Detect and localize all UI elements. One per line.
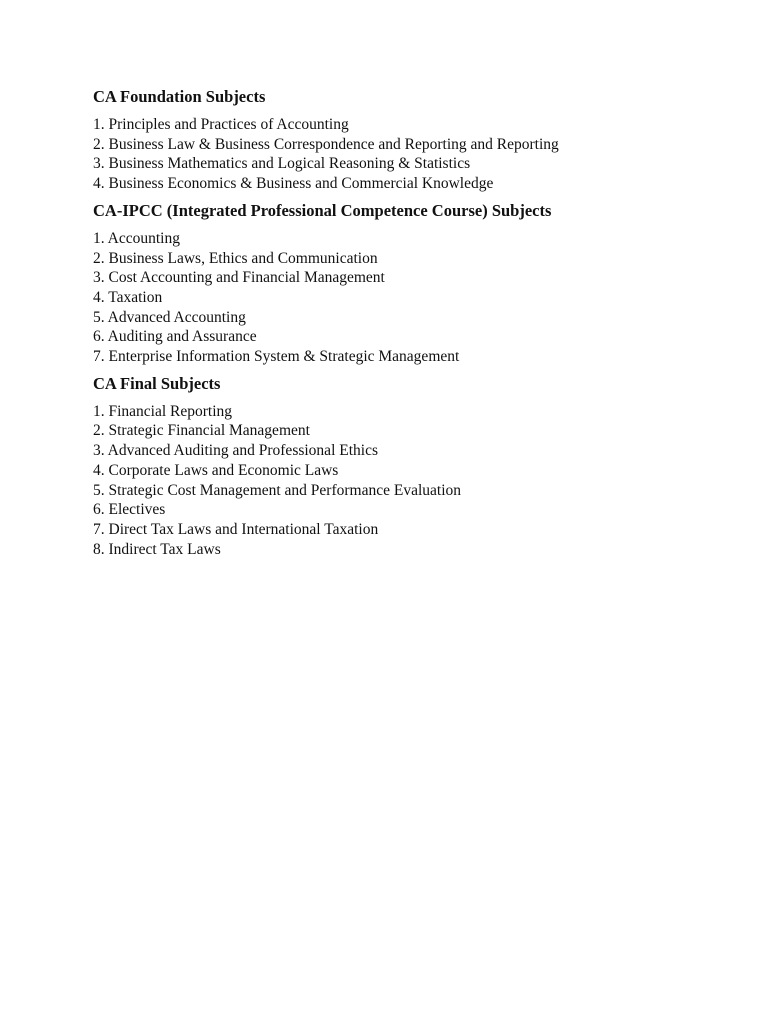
section-heading: CA-IPCC (Integrated Professional Competence Course) Subjects — [93, 200, 552, 220]
list-item: 5. Strategic Cost Management and Performance Evaluation — [93, 481, 462, 499]
list-item: 4. Business Economics & Business and Commercial Knowledge — [93, 175, 494, 193]
list-item: 1. Principles and Practices of Accounting — [93, 116, 349, 133]
subject-list — [93, 402, 733, 560]
list-item: 3. Advanced Auditing and Professional Ethics — [93, 442, 378, 460]
list-item: 6. Electives — [93, 501, 166, 519]
section-ca-ipcc — [93, 200, 733, 367]
list-item: 2. Business Law & Business Correspondence and Reporting and Reporting — [93, 135, 559, 153]
section-heading: CA Foundation Subjects — [93, 87, 266, 106]
list-item: 1. Financial Reporting — [93, 402, 233, 420]
list-item: 3. Business Mathematics and Logical Reasoning & Statistics — [93, 155, 471, 173]
list-item: 5. Advanced Accounting — [93, 308, 246, 326]
list-item: 8. Indirect Tax Laws — [93, 540, 221, 558]
subject-list — [93, 115, 733, 194]
list-item: 4. Taxation — [93, 288, 163, 306]
section-ca-final — [93, 373, 733, 560]
document-page — [93, 86, 733, 565]
list-item: 2. Strategic Financial Management — [93, 422, 310, 440]
section-ca-foundation — [93, 86, 733, 194]
list-item: 4. Corporate Laws and Economic Laws — [93, 461, 339, 479]
list-item: 7. Direct Tax Laws and International Taxation — [93, 520, 379, 538]
section-heading: CA Final Subjects — [93, 373, 221, 393]
subject-list — [93, 229, 733, 367]
list-item: 6. Auditing and Assurance — [93, 328, 257, 346]
list-item: 2. Business Laws, Ethics and Communication — [93, 249, 378, 267]
list-item: 3. Cost Accounting and Financial Management — [93, 269, 385, 287]
list-item: 1. Accounting — [93, 229, 180, 247]
list-item: 7. Enterprise Information System & Strategic Management — [93, 348, 460, 366]
